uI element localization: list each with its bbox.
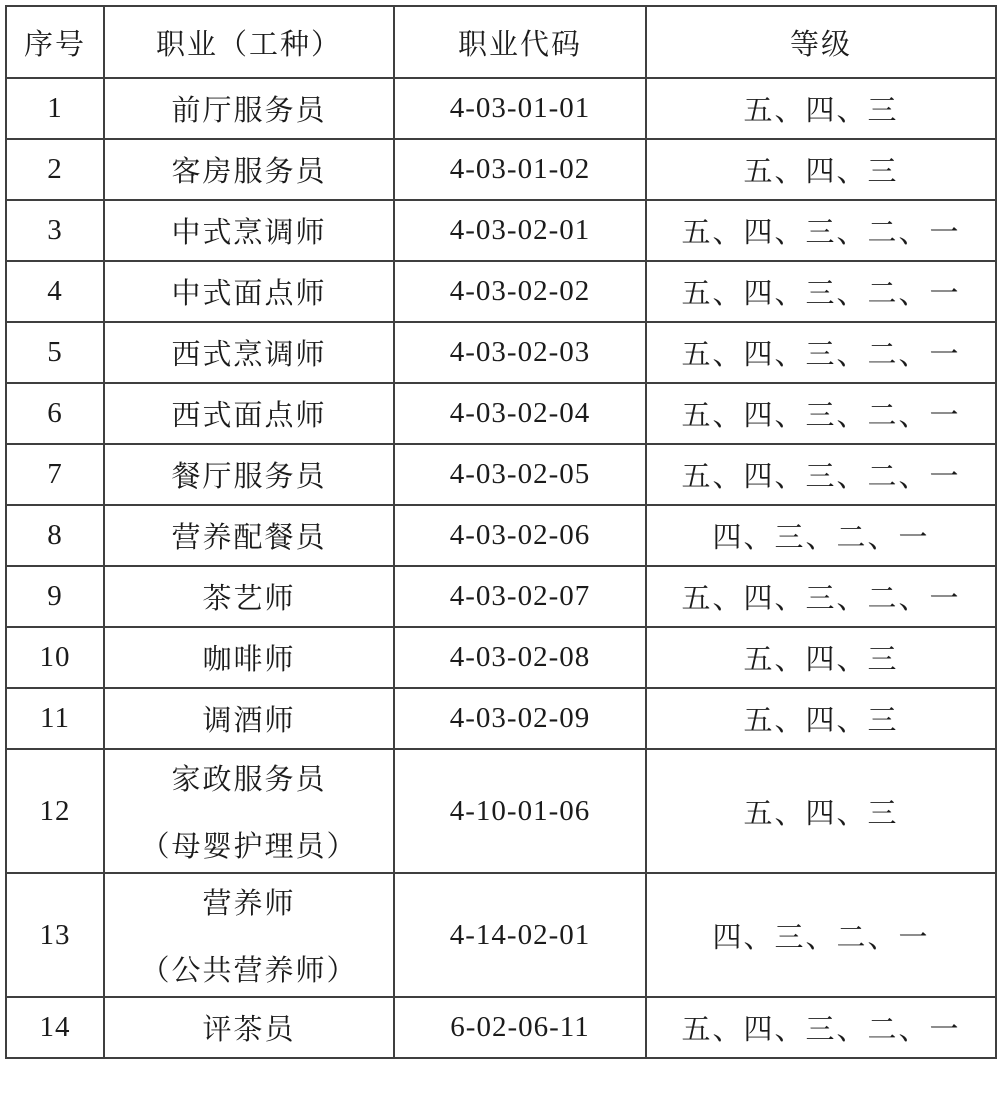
occupation-line-1: 营养师 (202, 888, 296, 920)
cell-no: 14 (6, 997, 104, 1058)
cell-occupation: 调酒师 (104, 688, 394, 749)
cell-grade: 五、四、三、二、一 (646, 566, 996, 627)
table-row (6, 200, 996, 261)
cell-grade: 五、四、三 (646, 627, 996, 688)
cell-occupation: 西式面点师 (104, 383, 394, 444)
cell-code: 4-03-02-06 (394, 505, 646, 566)
table-row (6, 627, 996, 688)
cell-no: 10 (6, 627, 104, 688)
cell-no: 2 (6, 139, 104, 200)
cell-grade: 五、四、三、二、一 (646, 383, 996, 444)
table-row (6, 383, 996, 444)
cell-code: 4-03-02-07 (394, 566, 646, 627)
cell-code: 4-14-02-01 (394, 873, 646, 997)
table-row (6, 78, 996, 139)
table-row (6, 873, 996, 997)
table-row (6, 566, 996, 627)
cell-grade: 五、四、三 (646, 688, 996, 749)
cell-no: 7 (6, 444, 104, 505)
cell-code: 4-03-02-09 (394, 688, 646, 749)
cell-code: 4-03-01-01 (394, 78, 646, 139)
cell-code: 4-10-01-06 (394, 749, 646, 873)
cell-code: 4-03-02-03 (394, 322, 646, 383)
cell-grade: 五、四、三、二、一 (646, 322, 996, 383)
cell-code: 4-03-01-02 (394, 139, 646, 200)
cell-occupation: 客房服务员 (104, 139, 394, 200)
cell-occupation: 营养配餐员 (104, 505, 394, 566)
cell-grade: 四、三、二、一 (646, 873, 996, 997)
cell-grade: 五、四、三、二、一 (646, 200, 996, 261)
cell-no: 6 (6, 383, 104, 444)
table-row (6, 261, 996, 322)
cell-grade: 五、四、三 (646, 749, 996, 873)
cell-occupation: 咖啡师 (104, 627, 394, 688)
col-header-occupation: 职业（工种） (104, 6, 394, 78)
table-row (6, 688, 996, 749)
cell-no: 3 (6, 200, 104, 261)
cell-occupation: 中式面点师 (104, 261, 394, 322)
cell-occupation: 评茶员 (104, 997, 394, 1058)
table-row (6, 997, 996, 1058)
header-row (6, 6, 996, 78)
cell-no: 5 (6, 322, 104, 383)
cell-occupation (104, 873, 394, 997)
table-row (6, 444, 996, 505)
cell-occupation: 前厅服务员 (104, 78, 394, 139)
cell-code: 4-03-02-02 (394, 261, 646, 322)
table-row (6, 749, 996, 873)
cell-code: 4-03-02-05 (394, 444, 646, 505)
cell-grade: 四、三、二、一 (646, 505, 996, 566)
occupation-grade-table (5, 5, 997, 1059)
cell-occupation (104, 749, 394, 873)
cell-no: 4 (6, 261, 104, 322)
cell-occupation: 餐厅服务员 (104, 444, 394, 505)
table-row (6, 139, 996, 200)
occupation-line-2: （母婴护理员） (140, 831, 358, 863)
cell-occupation: 中式烹调师 (104, 200, 394, 261)
cell-code: 6-02-06-11 (394, 997, 646, 1058)
cell-no: 12 (6, 749, 104, 873)
cell-grade: 五、四、三、二、一 (646, 261, 996, 322)
cell-no: 1 (6, 78, 104, 139)
cell-code: 4-03-02-01 (394, 200, 646, 261)
cell-no: 9 (6, 566, 104, 627)
cell-no: 11 (6, 688, 104, 749)
occupation-line-1: 家政服务员 (171, 764, 327, 796)
cell-code: 4-03-02-08 (394, 627, 646, 688)
cell-occupation: 茶艺师 (104, 566, 394, 627)
table-row (6, 505, 996, 566)
table-row (6, 322, 996, 383)
cell-no: 8 (6, 505, 104, 566)
col-header-grade: 等级 (646, 6, 996, 78)
cell-code: 4-03-02-04 (394, 383, 646, 444)
col-header-no: 序号 (6, 6, 104, 78)
occupation-line-2: （公共营养师） (140, 955, 358, 987)
cell-grade: 五、四、三、二、一 (646, 997, 996, 1058)
cell-occupation: 西式烹调师 (104, 322, 394, 383)
cell-grade: 五、四、三 (646, 139, 996, 200)
cell-grade: 五、四、三 (646, 78, 996, 139)
cell-no: 13 (6, 873, 104, 997)
cell-grade: 五、四、三、二、一 (646, 444, 996, 505)
col-header-code: 职业代码 (394, 6, 646, 78)
